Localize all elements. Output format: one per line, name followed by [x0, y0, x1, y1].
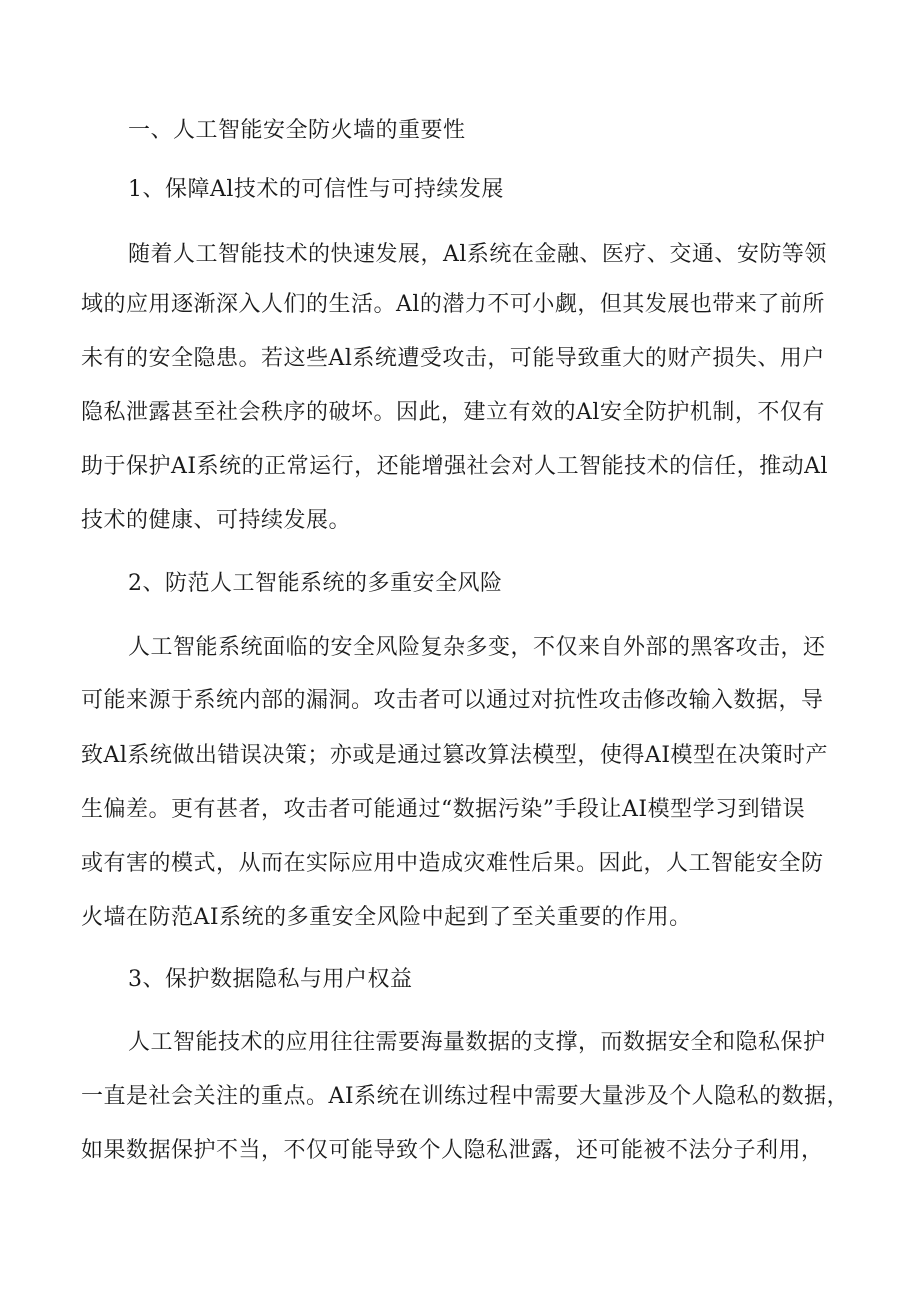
paragraph-2-line-4: 生偏差。更有甚者，攻击者可能通过“数据污染”手段让AI模型学习到错误: [81, 797, 806, 822]
paragraph-3-line-2: 一直是社会关注的重点。AI系统在训练过程中需要大量涉及个人隐私的数据，: [81, 1084, 850, 1109]
paragraph-3-line-1: 人工智能技术的应用往往需要海量数据的支撑，而数据安全和隐私保护: [128, 1030, 826, 1055]
paragraph-1-line-4: 隐私泄露甚至社会秩序的破坏。因此，建立有效的Al安全防护机制，不仅有: [81, 400, 825, 425]
paragraph-2-line-1: 人工智能系统面临的安全风险复杂多变，不仅来自外部的黑客攻击，还: [128, 635, 826, 660]
section-title: 一、人工智能安全防火墙的重要性: [128, 118, 466, 143]
subsection-2-heading: 2、防范人工智能系统的多重安全风险: [128, 571, 503, 596]
subsection-1-heading: 1、保障Al技术的可信性与可持续发展: [128, 177, 504, 202]
paragraph-1-line-6: 技术的健康、可持续发展。: [81, 508, 352, 533]
paragraph-1-line-5: 助于保护AI系统的正常运行，还能增强社会对人工智能技术的信任，推动Al: [81, 454, 829, 479]
paragraph-2-line-6: 火墙在防范AI系统的多重安全风险中起到了至关重要的作用。: [81, 905, 692, 930]
subsection-3-heading: 3、保护数据隐私与用户权益: [128, 967, 413, 992]
paragraph-2-line-2: 可能来源于系统内部的漏洞。攻击者可以通过对抗性攻击修改输入数据，导: [81, 688, 824, 713]
paragraph-2-line-5: 或有害的模式，从而在实际应用中造成灾难性后果。因此，人工智能安全防: [81, 851, 824, 876]
paragraph-2-line-3: 致Al系统做出错误决策；亦或是通过篡改算法模型，使得AI模型在决策时产: [81, 743, 829, 768]
paragraph-3-line-3: 如果数据保护不当，不仅可能导致个人隐私泄露，还可能被不法分子利用，: [81, 1138, 824, 1163]
paragraph-1-line-2: 域的应用逐渐深入人们的生活。Al的潜力不可小觑，但其发展也带来了前所: [81, 292, 825, 317]
paragraph-1-line-3: 未有的安全隐患。若这些Al系统遭受攻击，可能导致重大的财产损失、用户: [81, 346, 825, 371]
paragraph-1-line-1: 随着人工智能技术的快速发展，Al系统在金融、医疗、交通、安防等领: [128, 242, 827, 267]
